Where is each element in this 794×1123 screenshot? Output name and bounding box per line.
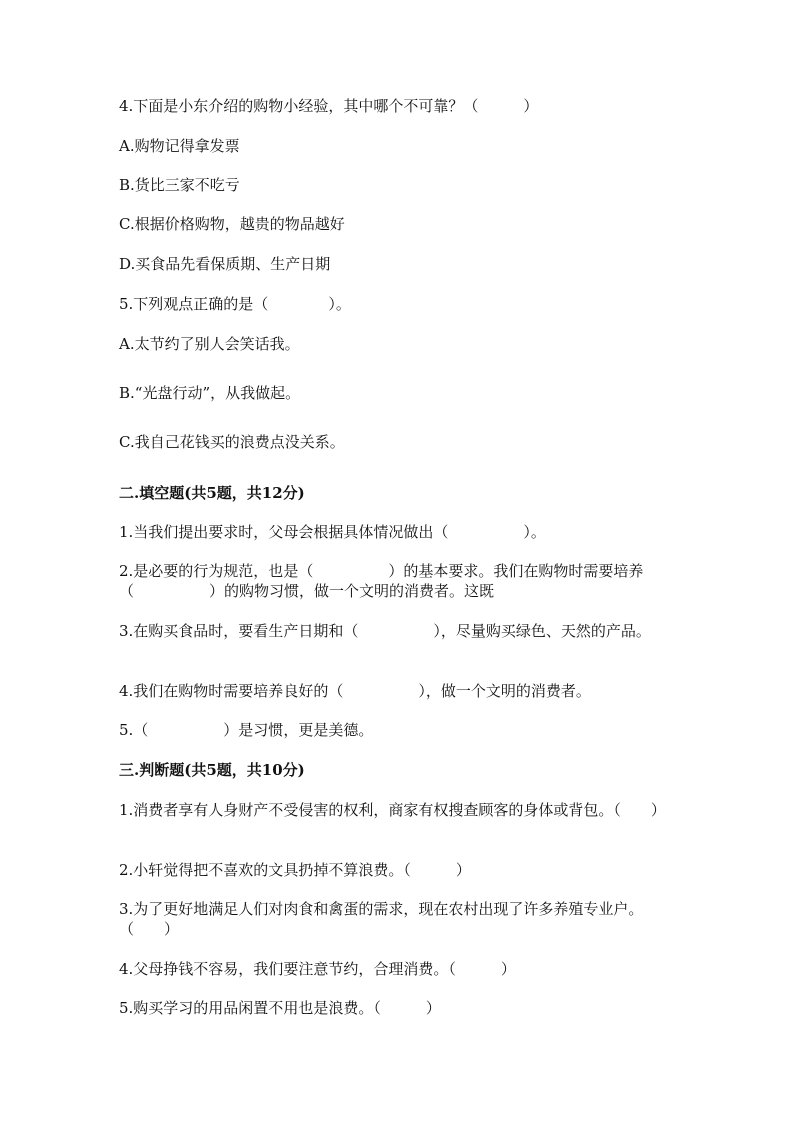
question-5-stem: 5.下列观点正确的是（ ）。 bbox=[119, 295, 351, 313]
judge-question-3: 3.为了更好地满足人们对肉食和禽蛋的需求，现在农村出现了许多养殖专业户。（ ） bbox=[119, 900, 644, 938]
judge-question-5: 5.购买学习的用品闲置不用也是浪费。（ ） bbox=[119, 999, 441, 1017]
question-5-option-b: B.“光盘行动”，从我做起。 bbox=[119, 384, 301, 402]
question-4-option-b: B.货比三家不吃亏 bbox=[119, 176, 240, 194]
question-4-option-c: C.根据价格购物，越贵的物品越好 bbox=[119, 215, 345, 233]
section-2-title: 二.填空题(共5题，共12分) bbox=[119, 484, 305, 502]
question-4-option-a: A.购物记得拿发票 bbox=[119, 137, 240, 155]
fill-question-5: 5.（ ）是习惯，更是美德。 bbox=[119, 721, 374, 739]
question-4-stem: 4.下面是小东介绍的购物小经验，其中哪个不可靠？（ ） bbox=[119, 97, 539, 115]
question-5-option-a: A.太节约了别人会笑话我。 bbox=[119, 335, 300, 353]
question-4-option-d: D.买食品先看保质期、生产日期 bbox=[119, 255, 331, 273]
fill-question-3: 3.在购买食品时，要看生产日期和（ ），尽量购买绿色、天然的产品。 bbox=[119, 622, 651, 640]
judge-question-4: 4.父母挣钱不容易，我们要注意节约，合理消费。（ ） bbox=[119, 960, 516, 978]
judge-question-1: 1.消费者享有人身财产不受侵害的权利，商家有权搜查顾客的身体或背包。（ ） bbox=[119, 801, 666, 819]
section-3-title: 三.判断题(共5题，共10分) bbox=[119, 761, 305, 779]
fill-question-4: 4.我们在购物时需要培养良好的（ ），做一个文明的消费者。 bbox=[119, 682, 591, 700]
question-5-option-c: C.我自己花钱买的浪费点没关系。 bbox=[119, 433, 345, 451]
fill-question-2: 2.是必要的行为规范，也是（ ）的基本要求。我们在购物时需要培养（ ）的购物习惯，做一个文明的消费者。这既 bbox=[119, 562, 644, 600]
fill-question-1: 1.当我们提出要求时，父母会根据具体情况做出（ ）。 bbox=[119, 523, 546, 541]
judge-question-2: 2.小轩觉得把不喜欢的文具扔掉不算浪费。（ ） bbox=[119, 861, 471, 879]
